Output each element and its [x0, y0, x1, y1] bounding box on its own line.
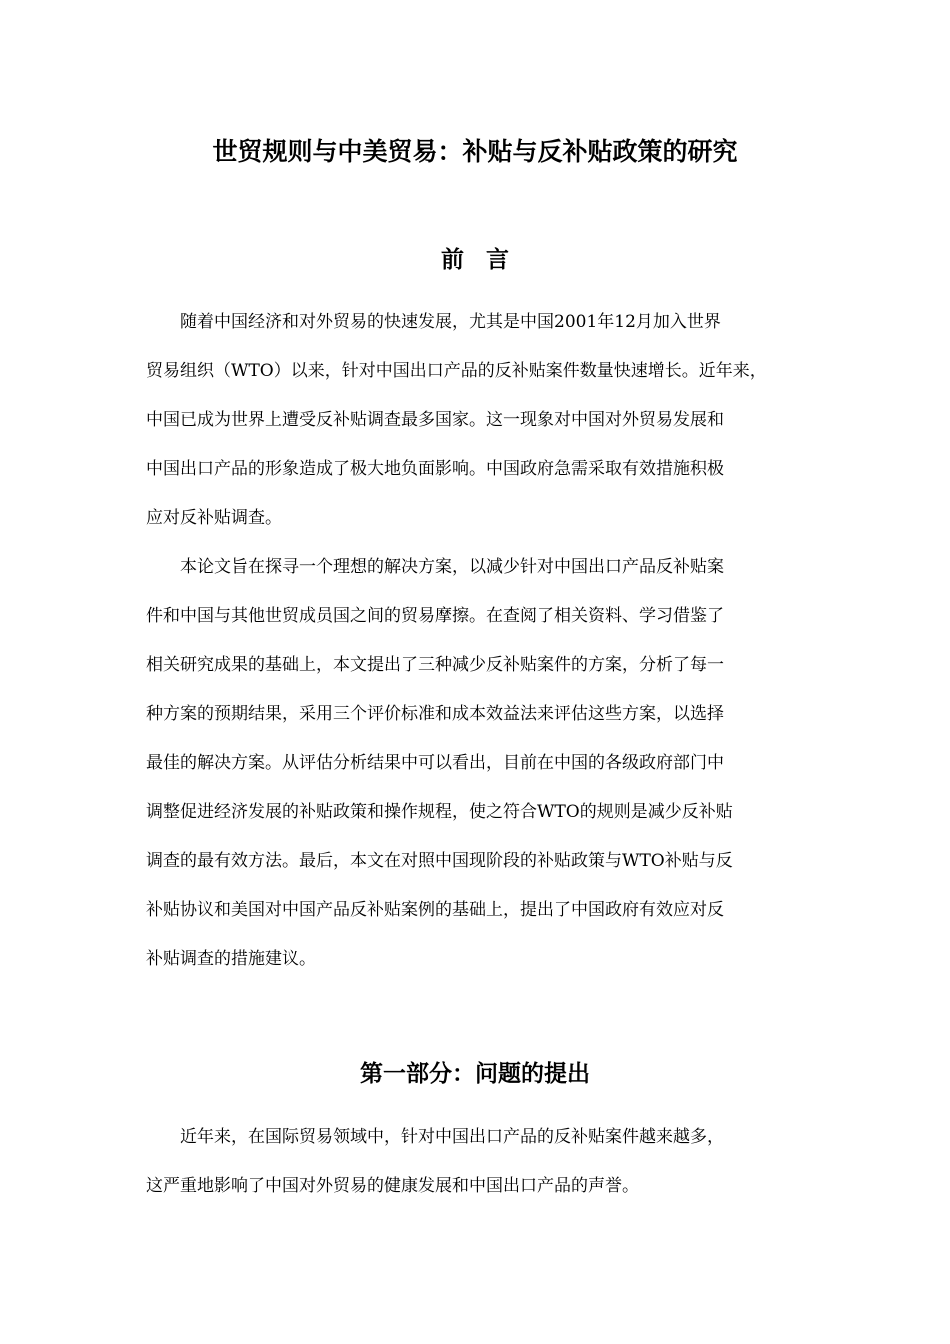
paragraph-line: 调查的最有效方法。最后，本文在对照中国现阶段的补贴政策与WTO补贴与反: [146, 851, 733, 871]
paragraph-line: 随着中国经济和对外贸易的快速发展，尤其是中国2001年12月加入世界: [180, 312, 721, 332]
paragraph-line: 应对反补贴调查。: [146, 508, 282, 528]
paragraph-line: 这严重地影响了中国对外贸易的健康发展和中国出口产品的声誉。: [146, 1176, 639, 1196]
paragraph-line: 中国已成为世界上遭受反补贴调查最多国家。这一现象对中国对外贸易发展和: [146, 410, 724, 430]
paragraph-line: 种方案的预期结果，采用三个评价标准和成本效益法来评估这些方案，以选择: [146, 704, 724, 724]
paragraph-line: 调整促进经济发展的补贴政策和操作规程，使之符合WTO的规则是减少反补贴: [146, 802, 733, 822]
preface-paragraph-1: [146, 298, 767, 543]
paragraph-line: 近年来，在国际贸易领域中，针对中国出口产品的反补贴案件越来越多，: [180, 1127, 724, 1147]
paragraph-line: 本论文旨在探寻一个理想的解决方案，以减少针对中国出口产品反补贴案: [180, 557, 724, 577]
preface-heading: 前言: [441, 247, 531, 273]
paragraph-line: 贸易组织（WTO）以来，针对中国出口产品的反补贴案件数量快速增长。近年来，: [146, 361, 767, 381]
document-title: 世贸规则与中美贸易：补贴与反补贴政策的研究: [212, 137, 738, 166]
paragraph-line: 最佳的解决方案。从评估分析结果中可以看出，目前在中国的各级政府部门中: [146, 753, 724, 773]
paragraph-line: 补贴协议和美国对中国产品反补贴案例的基础上，提出了中国政府有效应对反: [146, 900, 724, 920]
part-one-heading: 第一部分：问题的提出: [360, 1061, 590, 1087]
part-one-paragraph-1: [146, 1113, 724, 1211]
paragraph-line: 中国出口产品的形象造成了极大地负面影响。中国政府急需采取有效措施积极: [146, 459, 724, 479]
paragraph-line: 相关研究成果的基础上，本文提出了三种减少反补贴案件的方案，分析了每一: [146, 655, 724, 675]
paragraph-line: 补贴调查的措施建议。: [146, 949, 316, 969]
paragraph-line: 件和中国与其他世贸成员国之间的贸易摩擦。在查阅了相关资料、学习借鉴了: [146, 606, 724, 626]
preface-paragraph-2: [146, 543, 733, 984]
